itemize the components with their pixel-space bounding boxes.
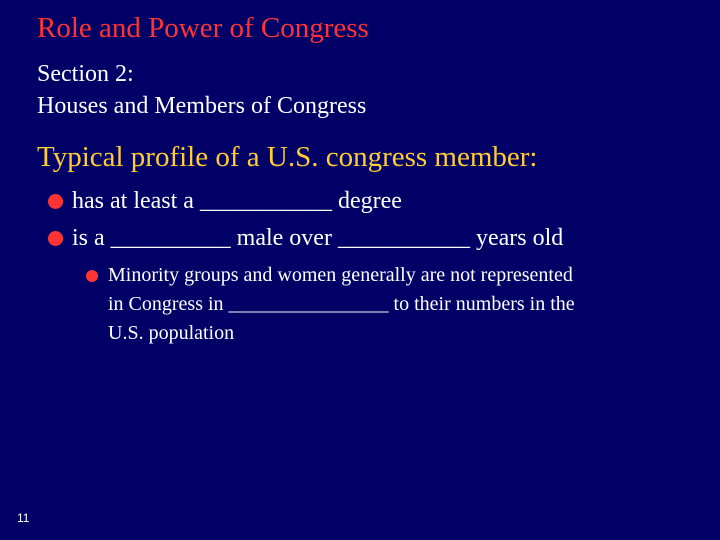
sub-bullet-dot-icon	[86, 270, 98, 282]
bullet-text: is a __________ male over ___________ years old	[72, 225, 564, 251]
section-name: Houses and Members of Congress	[37, 93, 367, 119]
bullet-list	[48, 183, 563, 257]
bullet-item	[48, 183, 563, 220]
profile-heading: Typical profile of a U.S. congress member:	[37, 141, 538, 173]
sub-bullet-line: in Congress in ________________ to their numbers in the	[108, 293, 575, 315]
sub-bullet-item	[86, 261, 686, 348]
bullet-dot-icon	[48, 231, 63, 246]
bullet-dot-icon	[48, 194, 63, 209]
bullet-text: has at least a ___________ degree	[72, 188, 402, 214]
page-number: 11	[17, 511, 30, 525]
slide-title: Role and Power of Congress	[37, 12, 369, 44]
sub-bullet-line: U.S. population	[108, 322, 235, 344]
sub-bullet-text	[108, 261, 575, 348]
sub-bullet-line: Minority groups and women generally are not represented	[108, 264, 573, 286]
section-subtitle	[37, 58, 366, 122]
section-number: Section 2:	[37, 61, 134, 87]
bullet-item	[48, 220, 563, 257]
